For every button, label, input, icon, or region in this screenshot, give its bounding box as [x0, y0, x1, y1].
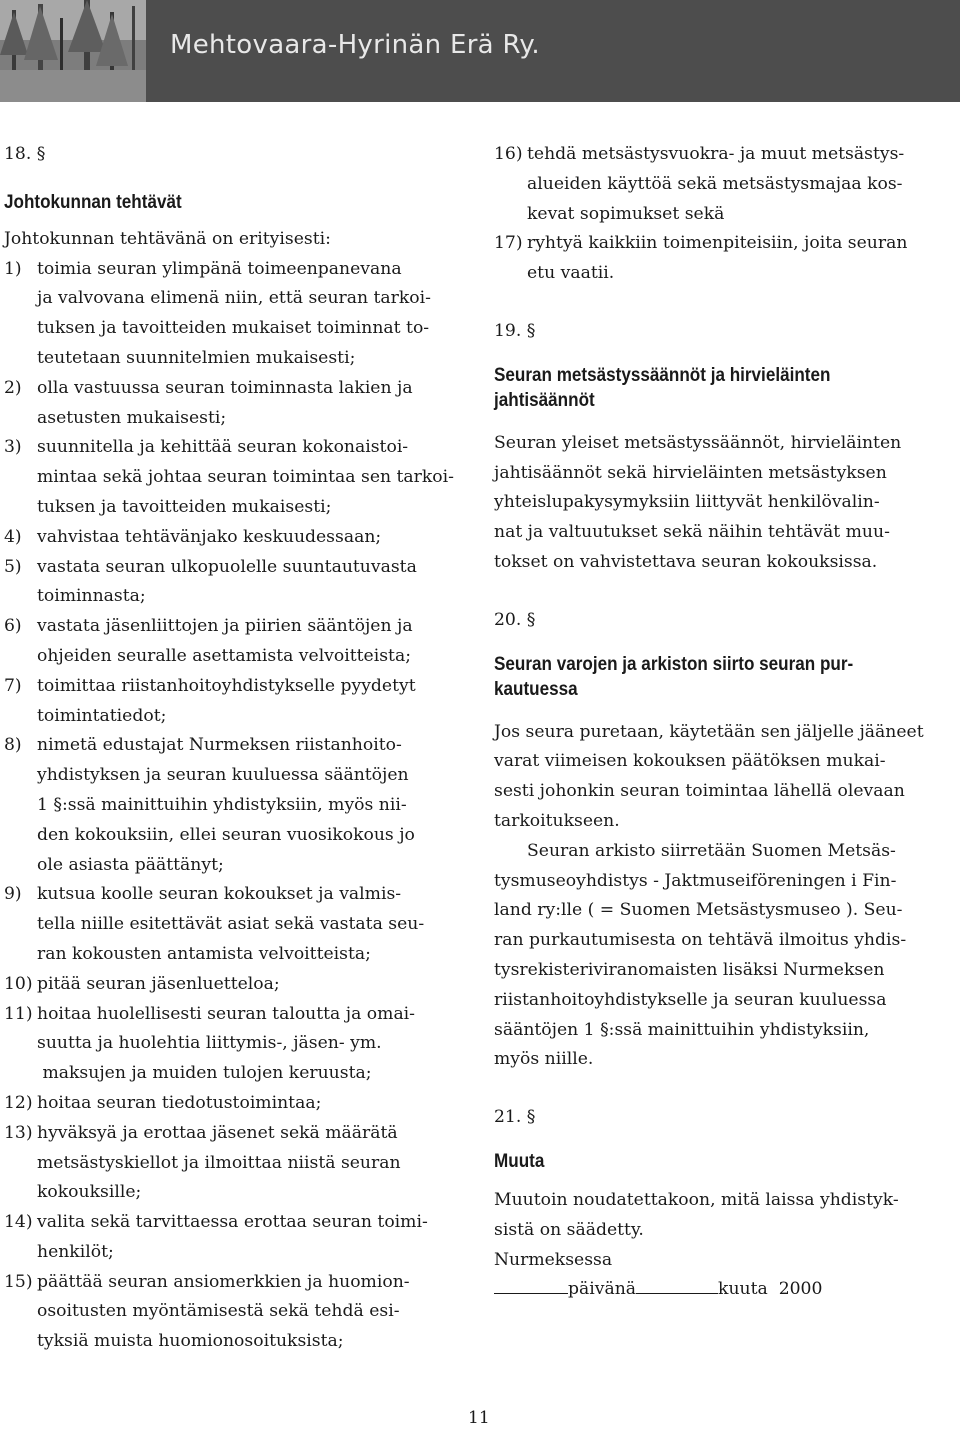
year-value: 2000 — [778, 1279, 823, 1300]
list-item-text — [37, 970, 469, 1000]
list-item-line: päättää seuran ansiomerkkien ja huomion- — [37, 1271, 410, 1292]
section-number-18: 18. § — [4, 144, 46, 164]
left-list-item — [4, 433, 469, 522]
list-item-text — [37, 523, 469, 553]
list-item-number: 8) — [4, 735, 22, 756]
list-item-line: hoitaa huolellisesti seuran taloutta ja omai- — [37, 1003, 415, 1024]
list-item-line: valita sekä tarvittaessa erottaa seuran toimi- — [37, 1212, 428, 1233]
left-list-item — [4, 1119, 469, 1208]
signature-date-line — [494, 1275, 957, 1305]
list-item-line: tella niille esitettävät asiat sekä vastata seu- — [37, 914, 425, 935]
list-item-line: suutta ja huolehtia liittymis-, jäsen- ym. — [37, 1033, 382, 1054]
list-item-number: 1) — [4, 258, 22, 279]
list-item-line: vahvistaa tehtävänjako keskuudessaan; — [37, 526, 382, 547]
body-line: tarkoitukseen. — [494, 810, 620, 831]
list-item-number: 15) — [4, 1271, 33, 1292]
section-title-20-line-2: kautuessa — [494, 678, 578, 700]
right-list-item — [494, 140, 957, 229]
body-line: Muutoin noudatettakoon, mitä laissa yhdistyk- — [494, 1189, 899, 1210]
section-title-19-line-2: jahtisäännöt — [494, 389, 595, 411]
list-item-line: teutetaan suunnitelmien mukaisesti; — [37, 347, 356, 368]
body-line: tokset on vahvistettava seuran kokouksissa. — [494, 551, 878, 572]
left-list-item — [4, 1089, 469, 1119]
list-item-line: kevat sopimukset sekä — [527, 203, 725, 224]
section-title-20-line-1: Seuran varojen ja arkiston siirto seuran pur- — [494, 653, 854, 675]
list-item-line: alueiden käyttöä sekä metsästysmajaa kos- — [527, 173, 903, 194]
body-line: nat ja valtuutukset sekä näihin tehtävät muu- — [494, 522, 890, 543]
body-line: land ry:lle ( = Suomen Metsästysmuseo ). Seu- — [494, 900, 903, 921]
left-column — [4, 140, 469, 1357]
right-column — [494, 140, 957, 1305]
list-item-number: 4) — [4, 526, 22, 547]
section-number-20: 20. § — [494, 609, 536, 630]
body-line: tysrekisteriviranomaisten lisäksi Nurmeksen — [494, 959, 885, 980]
day-blank — [494, 1275, 568, 1294]
section-body-20-paragraph-1 — [494, 718, 957, 837]
list-item-number: 14) — [4, 1212, 33, 1233]
list-item-line: toimintatiedot; — [37, 705, 167, 726]
list-item-line: pitää seuran jäsenluetteloa; — [37, 973, 280, 994]
list-item-number: 13) — [4, 1122, 33, 1143]
list-item-line: vastata jäsenliittojen ja piirien sääntöjen ja — [37, 616, 413, 637]
left-list-item — [4, 255, 469, 374]
list-item-line: asetusten mukaisesti; — [37, 407, 227, 428]
month-label: kuuta — [718, 1279, 768, 1300]
list-item-line: ole asiasta päättänyt; — [37, 854, 224, 875]
list-item-line: ryhtyä kaikkiin toimenpiteisiin, joita seuran — [527, 233, 908, 254]
list-item-number: 16) — [494, 144, 523, 164]
list-item-text — [37, 1089, 469, 1119]
list-item-number: 17) — [494, 233, 523, 254]
list-item-text — [37, 1268, 469, 1357]
list-item-line: olla vastuussa seuran toiminnasta lakien ja — [37, 377, 413, 398]
forest-photo — [0, 0, 146, 102]
list-item-line: den kokouksiin, ellei seuran vuosikokous jo — [37, 824, 415, 845]
list-item-number: 12) — [4, 1092, 33, 1113]
day-label: päivänä — [568, 1279, 637, 1300]
list-item-text — [527, 229, 957, 289]
left-list-item — [4, 731, 469, 880]
left-list-item — [4, 970, 469, 1000]
list-item-line: ohjeiden seuralle asettamista velvoitteista; — [37, 645, 411, 666]
list-item-line: yhdistyksen ja seuran kuuluessa sääntöjen — [37, 765, 409, 786]
signature-place: Nurmeksessa — [494, 1249, 613, 1270]
list-item-line: toiminnasta; — [37, 586, 146, 607]
list-item-text — [37, 1000, 469, 1089]
body-line: tysmuseoyhdistys - Jaktmuseiföreningen i Fin- — [494, 870, 897, 891]
body-line: yhteislupakysymyksiin liittyvät henkilövalin- — [494, 492, 880, 513]
list-item-number: 2) — [4, 377, 22, 398]
section-title-21: Muuta — [494, 1150, 545, 1172]
list-item-line: toimittaa riistanhoitoyhdistykselle pyydetyt — [37, 675, 416, 696]
left-list-item — [4, 1208, 469, 1268]
body-line: Seuran arkisto siirretään Suomen Metsäs- — [527, 840, 896, 861]
list-item-number: 7) — [4, 675, 22, 696]
list-item-line: metsästyskiellot ja ilmoittaa niistä seuran — [37, 1152, 401, 1173]
list-item-text — [37, 433, 469, 522]
list-item-text — [37, 553, 469, 613]
left-list-item — [4, 374, 469, 434]
list-item-line: nimetä edustajat Nurmeksen riistanhoito- — [37, 735, 402, 756]
list-item-text — [37, 1208, 469, 1268]
section-title-18: Johtokunnan tehtävät — [4, 191, 182, 213]
left-list-item — [4, 523, 469, 553]
section-body-20-paragraph-2 — [494, 837, 957, 1075]
page-header — [0, 0, 960, 102]
list-item-line: hoitaa seuran tiedotustoimintaa; — [37, 1092, 322, 1113]
list-item-line: ran kokousten antamista velvoitteista; — [37, 943, 371, 964]
page-number: 11 — [468, 1408, 490, 1428]
body-line: sesti johonkin seuran toimintaa lähellä olevaan — [494, 781, 905, 802]
body-line: varat viimeisen kokouksen päätöksen mukai- — [494, 751, 886, 772]
list-item-line: tehdä metsästysvuokra- ja muut metsästys- — [527, 144, 905, 164]
list-item-line: mintaa sekä johtaa seuran toimintaa sen tarkoi- — [37, 467, 454, 488]
duty-list-continued — [494, 140, 957, 289]
list-item-line: tyksiä muista huomionosoituksista; — [37, 1331, 344, 1352]
list-item-text — [37, 880, 469, 969]
list-item-number: 3) — [4, 437, 22, 458]
section-title-19-line-1: Seuran metsästyssäännöt ja hirvieläinten — [494, 364, 831, 386]
list-item-number: 9) — [4, 884, 22, 905]
list-item-line: tuksen ja tavoitteiden mukaisesti; — [37, 496, 332, 517]
body-line: myös niille. — [494, 1049, 594, 1070]
left-list-item — [4, 612, 469, 672]
header-title: Mehtovaara-Hyrinän Erä Ry. — [170, 30, 540, 60]
list-item-line: toimia seuran ylimpänä toimeenpanevana — [37, 258, 402, 279]
body-line: jahtisäännöt sekä hirvieläinten metsästyksen — [494, 462, 887, 483]
duty-list — [4, 255, 469, 1357]
list-item-text — [527, 140, 957, 229]
list-item-number: 6) — [4, 616, 22, 637]
list-item-text — [37, 1119, 469, 1208]
left-list-item — [4, 553, 469, 613]
body-line: Jos seura puretaan, käytetään sen jäljelle jääneet — [494, 721, 924, 742]
body-line: Seuran yleiset metsästyssäännöt, hirvieläinten — [494, 432, 902, 453]
forest-image-icon — [0, 0, 146, 102]
month-blank — [636, 1275, 718, 1294]
body-line: riistanhoitoyhdistykselle ja seuran kuuluessa — [494, 989, 887, 1010]
list-item-line: etu vaatii. — [527, 263, 615, 284]
list-item-line: maksujen ja muiden tulojen keruusta; — [37, 1063, 372, 1084]
list-item-line: ja valvovana elimenä niin, että seuran tarkoi- — [37, 288, 431, 309]
body-line: sistä on säädetty. — [494, 1219, 644, 1240]
list-item-line: osoitusten myöntämisestä sekä tehdä esi- — [37, 1301, 400, 1322]
body-line: sääntöjen 1 §:ssä mainittuihin yhdistyksiin, — [494, 1019, 870, 1040]
section-body-21 — [494, 1186, 957, 1246]
list-item-text — [37, 374, 469, 434]
list-item-text — [37, 731, 469, 880]
list-item-number: 10) — [4, 973, 33, 994]
list-item-line: tuksen ja tavoitteiden mukaiset toiminnat to- — [37, 318, 430, 339]
list-item-text — [37, 255, 469, 374]
list-item-text — [37, 612, 469, 672]
list-item-line: suunnitella ja kehittää seuran kokonaistoi- — [37, 437, 409, 458]
left-list-item — [4, 1000, 469, 1089]
left-list-item — [4, 880, 469, 969]
list-item-line: 1 §:ssä mainittuihin yhdistyksiin, myös nii- — [37, 794, 407, 815]
list-item-text — [37, 672, 469, 732]
left-list-item — [4, 672, 469, 732]
section-number-21: 21. § — [494, 1107, 536, 1128]
intro-text: Johtokunnan tehtävänä on erityisesti: — [4, 228, 331, 249]
list-item-line: hyväksyä ja erottaa jäsenet sekä määrätä — [37, 1122, 398, 1143]
left-list-item — [4, 1268, 469, 1357]
list-item-line: kokouksille; — [37, 1182, 142, 1203]
list-item-number: 11) — [4, 1003, 33, 1024]
list-item-line: vastata seuran ulkopuolelle suuntautuvasta — [37, 556, 417, 577]
list-item-number: 5) — [4, 556, 22, 577]
section-body-19 — [494, 429, 957, 578]
section-number-19: 19. § — [494, 320, 536, 341]
right-list-item — [494, 229, 957, 289]
list-item-line: henkilöt; — [37, 1241, 114, 1262]
body-line: ran purkautumisesta on tehtävä ilmoitus yhdis- — [494, 930, 907, 951]
list-item-line: kutsua koolle seuran kokoukset ja valmis- — [37, 884, 402, 905]
